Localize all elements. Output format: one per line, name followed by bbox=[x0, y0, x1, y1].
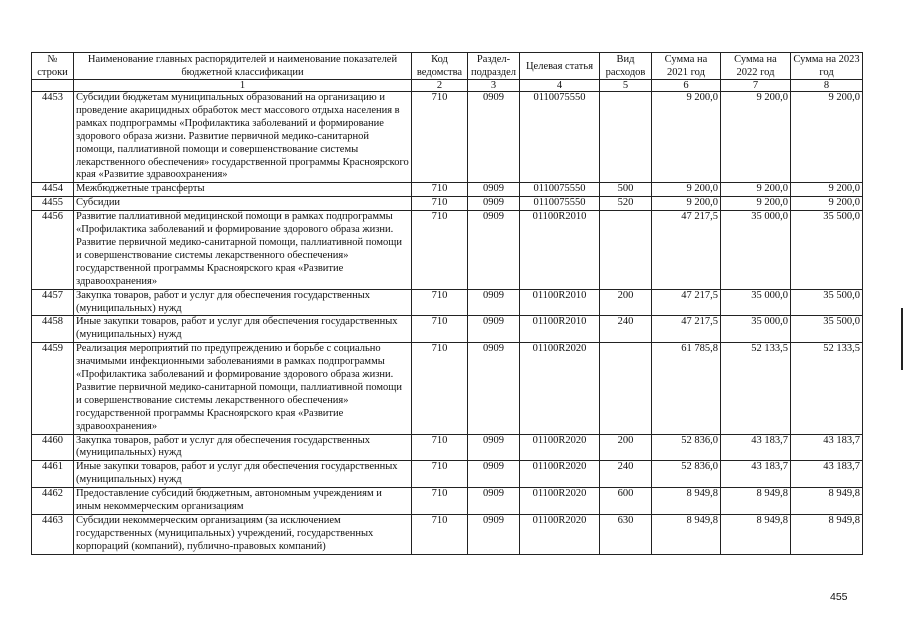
row-name: Субсидии bbox=[74, 197, 412, 211]
column-number: 7 bbox=[721, 80, 791, 92]
header-sum-2022: Сумма на 2022 год bbox=[721, 53, 791, 80]
column-number-row bbox=[32, 80, 863, 92]
row-sum-2022: 9 200,0 bbox=[721, 197, 791, 211]
column-number: 6 bbox=[652, 80, 721, 92]
row-target: 01100R2020 bbox=[520, 343, 600, 434]
row-sum-2021: 52 836,0 bbox=[652, 434, 721, 461]
header-target: Целевая статья bbox=[520, 53, 600, 80]
scan-edge-line bbox=[901, 308, 903, 370]
row-name: Субсидии некоммерческим организациям (за исключением государственных (муниципальных) учреждений, государственных корпораций (компаний), публично-правовых компаний) bbox=[74, 515, 412, 555]
row-section: 0909 bbox=[468, 434, 520, 461]
row-number: 4463 bbox=[32, 515, 74, 555]
row-sum-2022: 43 183,7 bbox=[721, 434, 791, 461]
row-dept-code: 710 bbox=[412, 515, 468, 555]
row-dept-code: 710 bbox=[412, 183, 468, 197]
row-section: 0909 bbox=[468, 461, 520, 488]
row-number: 4460 bbox=[32, 434, 74, 461]
header-expense-type: Вид расходов bbox=[600, 53, 652, 80]
row-sum-2023: 9 200,0 bbox=[791, 183, 863, 197]
table-row bbox=[32, 515, 863, 555]
row-number: 4453 bbox=[32, 92, 74, 183]
row-target: 01100R2020 bbox=[520, 461, 600, 488]
row-number: 4457 bbox=[32, 289, 74, 316]
row-section: 0909 bbox=[468, 343, 520, 434]
page-number: 455 bbox=[830, 591, 848, 603]
budget-table bbox=[31, 52, 863, 555]
row-target: 01100R2010 bbox=[520, 316, 600, 343]
row-sum-2023: 9 200,0 bbox=[791, 197, 863, 211]
header-row bbox=[32, 53, 863, 80]
table-row bbox=[32, 343, 863, 434]
row-dept-code: 710 bbox=[412, 316, 468, 343]
row-dept-code: 710 bbox=[412, 488, 468, 515]
row-section: 0909 bbox=[468, 515, 520, 555]
row-sum-2022: 9 200,0 bbox=[721, 92, 791, 183]
row-sum-2023: 35 500,0 bbox=[791, 211, 863, 289]
row-number: 4455 bbox=[32, 197, 74, 211]
table-row bbox=[32, 434, 863, 461]
table-row bbox=[32, 461, 863, 488]
row-sum-2023: 43 183,7 bbox=[791, 461, 863, 488]
row-name: Закупка товаров, работ и услуг для обеспечения государственных (муниципальных) нужд bbox=[74, 434, 412, 461]
row-section: 0909 bbox=[468, 197, 520, 211]
row-sum-2021: 52 836,0 bbox=[652, 461, 721, 488]
row-name: Развитие паллиативной медицинской помощи в рамках подпрограммы «Профилактика заболеваний и формирование здорового образа жизни. Развитие первичной медико-санитарной помощи, паллиативной помощи и совершенствование системы лекарственного обеспечения» государственной программы Красноярского края «Развитие здравоохранения» bbox=[74, 211, 412, 289]
row-target: 01100R2020 bbox=[520, 515, 600, 555]
column-number: 8 bbox=[791, 80, 863, 92]
row-expense-type bbox=[600, 211, 652, 289]
table-row bbox=[32, 211, 863, 289]
row-sum-2022: 8 949,8 bbox=[721, 515, 791, 555]
row-name: Субсидии бюджетам муниципальных образований на организацию и проведение акарицидных обработок мест массового отдыха населения в рамках подпрограммы «Профилактика заболеваний и формирование здорового образа жизни. Развитие первичной медико-санитарной помощи, паллиативной помощи и совершенствование системы лекарственного обеспечения» государственной программы Красноярского края «Развитие здравоохранения» bbox=[74, 92, 412, 183]
row-sum-2022: 35 000,0 bbox=[721, 289, 791, 316]
table-body bbox=[32, 92, 863, 555]
header-name: Наименование главных распорядителей и наименование показателей бюджетной классификации bbox=[74, 53, 412, 80]
row-number: 4456 bbox=[32, 211, 74, 289]
row-sum-2021: 61 785,8 bbox=[652, 343, 721, 434]
row-dept-code: 710 bbox=[412, 343, 468, 434]
row-dept-code: 710 bbox=[412, 197, 468, 211]
row-expense-type: 630 bbox=[600, 515, 652, 555]
row-sum-2023: 43 183,7 bbox=[791, 434, 863, 461]
row-expense-type: 240 bbox=[600, 316, 652, 343]
row-sum-2023: 35 500,0 bbox=[791, 316, 863, 343]
row-expense-type: 200 bbox=[600, 289, 652, 316]
row-section: 0909 bbox=[468, 211, 520, 289]
column-number: 2 bbox=[412, 80, 468, 92]
row-number: 4462 bbox=[32, 488, 74, 515]
row-expense-type: 240 bbox=[600, 461, 652, 488]
row-sum-2021: 9 200,0 bbox=[652, 92, 721, 183]
header-dept-code: Код ведомства bbox=[412, 53, 468, 80]
table-row bbox=[32, 92, 863, 183]
row-section: 0909 bbox=[468, 488, 520, 515]
row-sum-2021: 47 217,5 bbox=[652, 289, 721, 316]
row-sum-2022: 8 949,8 bbox=[721, 488, 791, 515]
row-target: 01100R2010 bbox=[520, 289, 600, 316]
row-sum-2021: 47 217,5 bbox=[652, 316, 721, 343]
row-expense-type: 520 bbox=[600, 197, 652, 211]
column-number: 5 bbox=[600, 80, 652, 92]
row-name: Реализация мероприятий по предупреждению и борьбе с социально значимыми инфекционными заболеваниями в рамках подпрограммы «Профилактика заболеваний и формирование здорового образа жизни. Развитие первичной медико-санитарной помощи, паллиативной помощи и совершенствование системы лекарственного обеспечения» государственной программы Красноярского края «Развитие здравоохранения» bbox=[74, 343, 412, 434]
row-expense-type bbox=[600, 343, 652, 434]
row-name: Предоставление субсидий бюджетным, автономным учреждениям и иным некоммерческим организациям bbox=[74, 488, 412, 515]
row-sum-2022: 35 000,0 bbox=[721, 211, 791, 289]
row-section: 0909 bbox=[468, 289, 520, 316]
row-sum-2021: 9 200,0 bbox=[652, 183, 721, 197]
table-row bbox=[32, 183, 863, 197]
row-dept-code: 710 bbox=[412, 92, 468, 183]
row-expense-type: 200 bbox=[600, 434, 652, 461]
row-section: 0909 bbox=[468, 92, 520, 183]
header-section: Раздел-подраздел bbox=[468, 53, 520, 80]
row-name: Иные закупки товаров, работ и услуг для обеспечения государственных (муниципальных) нужд bbox=[74, 461, 412, 488]
column-number bbox=[32, 80, 74, 92]
row-sum-2021: 47 217,5 bbox=[652, 211, 721, 289]
row-dept-code: 710 bbox=[412, 434, 468, 461]
row-section: 0909 bbox=[468, 316, 520, 343]
header-row-number: № строки bbox=[32, 53, 74, 80]
column-number: 1 bbox=[74, 80, 412, 92]
row-target: 01100R2020 bbox=[520, 434, 600, 461]
row-sum-2022: 35 000,0 bbox=[721, 316, 791, 343]
row-number: 4458 bbox=[32, 316, 74, 343]
table-row bbox=[32, 289, 863, 316]
row-sum-2021: 8 949,8 bbox=[652, 515, 721, 555]
row-expense-type bbox=[600, 92, 652, 183]
row-name: Иные закупки товаров, работ и услуг для обеспечения государственных (муниципальных) нужд bbox=[74, 316, 412, 343]
row-sum-2022: 43 183,7 bbox=[721, 461, 791, 488]
row-sum-2023: 9 200,0 bbox=[791, 92, 863, 183]
row-target: 0110075550 bbox=[520, 92, 600, 183]
row-section: 0909 bbox=[468, 183, 520, 197]
row-dept-code: 710 bbox=[412, 461, 468, 488]
header-sum-2021: Сумма на 2021 год bbox=[652, 53, 721, 80]
row-target: 01100R2020 bbox=[520, 488, 600, 515]
column-number: 3 bbox=[468, 80, 520, 92]
row-target: 01100R2010 bbox=[520, 211, 600, 289]
row-sum-2023: 35 500,0 bbox=[791, 289, 863, 316]
row-name: Межбюджетные трансферты bbox=[74, 183, 412, 197]
row-sum-2023: 8 949,8 bbox=[791, 515, 863, 555]
row-name: Закупка товаров, работ и услуг для обеспечения государственных (муниципальных) нужд bbox=[74, 289, 412, 316]
row-number: 4461 bbox=[32, 461, 74, 488]
table-row bbox=[32, 316, 863, 343]
table-row bbox=[32, 488, 863, 515]
row-sum-2021: 9 200,0 bbox=[652, 197, 721, 211]
row-target: 0110075550 bbox=[520, 197, 600, 211]
row-sum-2021: 8 949,8 bbox=[652, 488, 721, 515]
header-sum-2023: Сумма на 2023 год bbox=[791, 53, 863, 80]
row-sum-2022: 52 133,5 bbox=[721, 343, 791, 434]
row-number: 4459 bbox=[32, 343, 74, 434]
row-sum-2023: 8 949,8 bbox=[791, 488, 863, 515]
row-sum-2022: 9 200,0 bbox=[721, 183, 791, 197]
table-row bbox=[32, 197, 863, 211]
row-dept-code: 710 bbox=[412, 211, 468, 289]
row-expense-type: 600 bbox=[600, 488, 652, 515]
row-number: 4454 bbox=[32, 183, 74, 197]
column-number: 4 bbox=[520, 80, 600, 92]
row-sum-2023: 52 133,5 bbox=[791, 343, 863, 434]
row-target: 0110075550 bbox=[520, 183, 600, 197]
row-dept-code: 710 bbox=[412, 289, 468, 316]
row-expense-type: 500 bbox=[600, 183, 652, 197]
